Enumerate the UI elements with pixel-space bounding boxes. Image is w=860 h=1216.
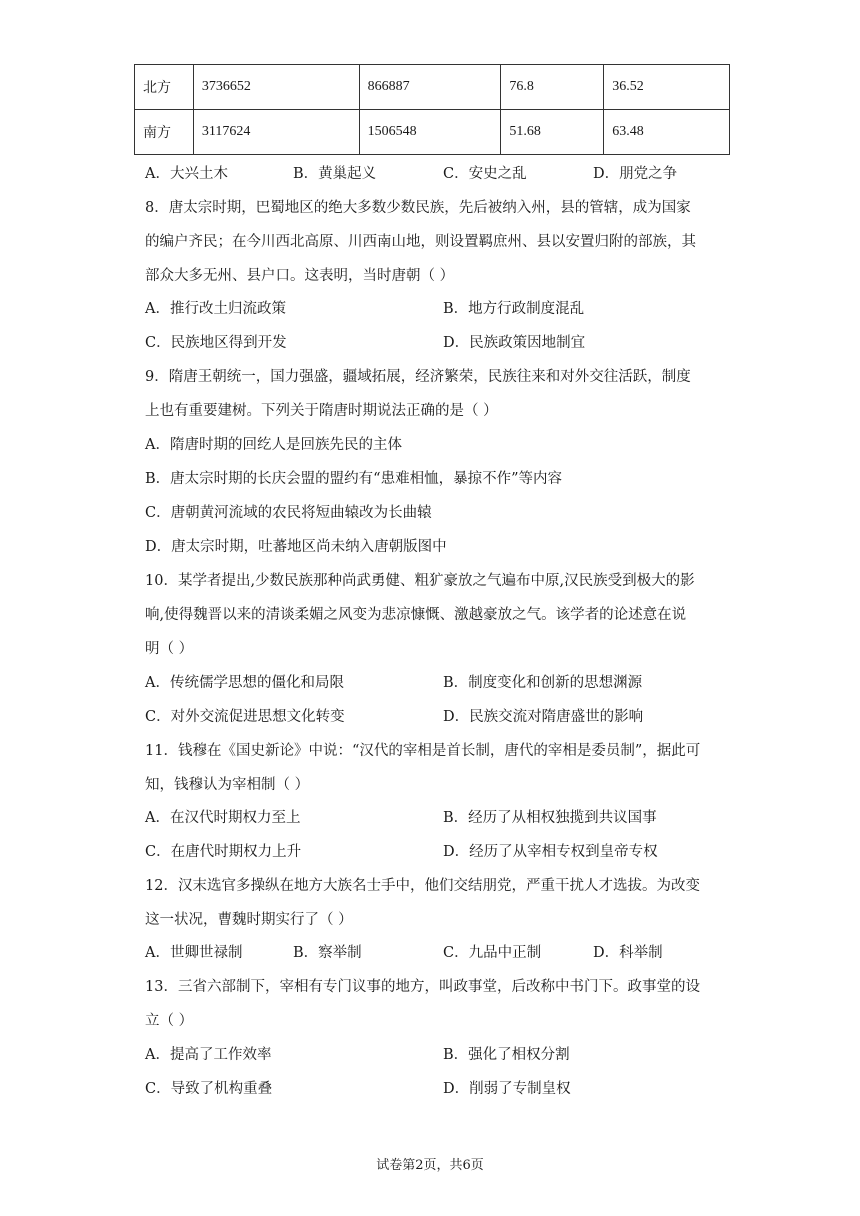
- q10-option-a: A．传统儒学思想的僵化和局限: [145, 675, 344, 691]
- table-cell: 866887: [359, 65, 501, 110]
- page-footer: 试卷第2页，共6页: [376, 1158, 484, 1173]
- q10-option-c: C．对外交流促进思想文化转变: [145, 709, 345, 725]
- q12-option-b: B．察举制: [293, 945, 362, 961]
- table-cell: 36.52: [604, 65, 730, 110]
- q10-stem-line: 明（ ）: [145, 641, 194, 657]
- q13-option-b: B．强化了相权分割: [443, 1047, 570, 1063]
- q8-option-d: D．民族政策因地制宜: [443, 335, 586, 351]
- q8-option-b: B．地方行政制度混乱: [443, 301, 585, 317]
- q12-stem-line: 这一状况，曹魏时期实行了（ ）: [145, 912, 353, 928]
- q8-option-a: A．推行改土归流政策: [145, 301, 286, 317]
- q13-option-c: C．导致了机构重叠: [145, 1081, 273, 1097]
- q10-stem-line: 10．某学者提出,少数民族那种尚武勇健、粗犷豪放之气遍布中原,汉民族受到极大的影: [145, 573, 695, 589]
- table-row: [135, 110, 730, 155]
- q11-option-a: A．在汉代时期权力至上: [145, 810, 301, 826]
- q11-stem-line: 11．钱穆在《国史新论》中说：“汉代的宰相是首长制，唐代的宰相是委员制”，据此可: [145, 743, 701, 759]
- population-table: [134, 64, 730, 155]
- q10-option-d: D．民族交流对隋唐盛世的影响: [443, 709, 644, 725]
- table-cell: 3736652: [193, 65, 359, 110]
- q7-option-a: A．大兴土木: [145, 166, 228, 182]
- table-cell: 3117624: [193, 110, 359, 155]
- q13-option-a: A．提高了工作效率: [145, 1047, 272, 1063]
- q9-option-b: B．唐太宗时期的长庆会盟的盟约有“患难相恤，暴掠不作”等内容: [145, 471, 562, 487]
- q7-option-d: D．朋党之争: [593, 166, 678, 182]
- table-cell: 北方: [135, 65, 194, 110]
- q8-stem-line: 的编户齐民；在今川西北高原、川西南山地，则设置羁庶州、县以安置归附的部族，其: [145, 234, 696, 250]
- q11-option-b: B．经历了从相权独揽到共议国事: [443, 810, 657, 826]
- q8-stem-line: 部众大多无州、县户口。这表明，当时唐朝（ ）: [145, 268, 455, 284]
- q10-stem-line: 响,使得魏晋以来的清谈柔媚之风变为悲凉慷慨、激越豪放之气。该学者的论述意在说: [145, 607, 687, 623]
- q7-option-c: C．安史之乱: [443, 166, 527, 182]
- q9-option-d: D．唐太宗时期，吐蕃地区尚未纳入唐朝版图中: [145, 539, 447, 555]
- q13-stem-line: 13．三省六部制下，宰相有专门议事的地方，叫政事堂，后改称中书门下。政事堂的设: [145, 979, 700, 995]
- table-row: [135, 65, 730, 110]
- q9-option-c: C．唐朝黄河流域的农民将短曲辕改为长曲辕: [145, 505, 432, 521]
- table-cell: 1506548: [359, 110, 501, 155]
- q11-stem-line: 知，钱穆认为宰相制（ ）: [145, 777, 310, 793]
- q10-option-b: B．制度变化和创新的思想渊源: [443, 675, 643, 691]
- q9-option-a: A．隋唐时期的回纥人是回族先民的主体: [145, 437, 402, 453]
- q12-option-a: A．世卿世禄制: [145, 945, 243, 961]
- q13-option-d: D．削弱了专制皇权: [443, 1081, 571, 1097]
- table-cell: 76.8: [501, 65, 604, 110]
- q12-option-d: D．科举制: [593, 945, 663, 961]
- q9-stem-line: 9．隋唐王朝统一，国力强盛，疆域拓展，经济繁荣，民族往来和对外交往活跃，制度: [145, 369, 691, 385]
- q12-option-c: C．九品中正制: [443, 945, 542, 961]
- q11-option-c: C．在唐代时期权力上升: [145, 844, 302, 860]
- table-cell: 南方: [135, 110, 194, 155]
- table-cell: 51.68: [501, 110, 604, 155]
- q9-stem-line: 上也有重要建树。下列关于隋唐时期说法正确的是（ ）: [145, 403, 498, 419]
- q8-option-c: C．民族地区得到开发: [145, 335, 287, 351]
- q8-stem-line: 8．唐太宗时期，巴蜀地区的绝大多数少数民族，先后被纳入州，县的管辖，成为国家: [145, 200, 691, 216]
- q12-stem-line: 12．汉末选官多操纵在地方大族名士手中，他们交结朋党，严重干扰人才选拔。为改变: [145, 878, 700, 894]
- table-cell: 63.48: [604, 110, 730, 155]
- q11-option-d: D．经历了从宰相专权到皇帝专权: [443, 844, 658, 860]
- q7-option-b: B．黄巢起义: [293, 166, 377, 182]
- q13-stem-line: 立（ ）: [145, 1013, 194, 1029]
